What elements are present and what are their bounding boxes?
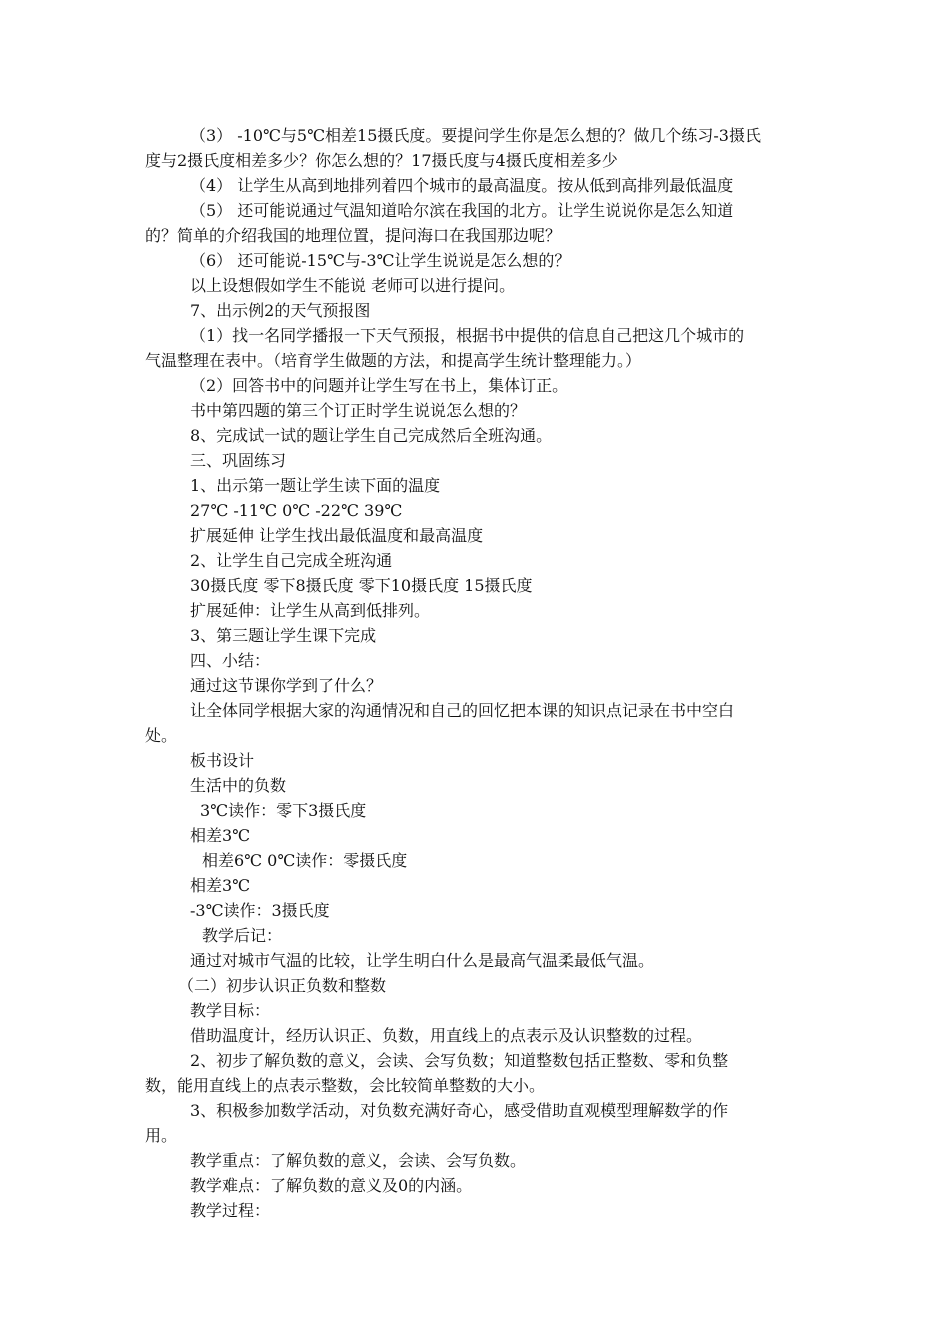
text-line: 教学重点：了解负数的意义，会读、会写负数。 [190,1151,527,1170]
text-line: 用。 [145,1126,178,1145]
text-line: 2、初步了解负数的意义，会读、会写负数；知道整数包括正整数、零和负整 [190,1051,729,1070]
section-heading: 教学目标： [190,1001,271,1020]
text-line: （1）找一名同学播报一下天气预报，根据书中提供的信息自己把这几个城市的 [190,326,745,345]
text-line: （2）回答书中的问题并让学生写在书上，集体订正。 [190,376,569,395]
text-line: 数，能用直线上的点表示整数，会比较简单整数的大小。 [145,1076,546,1095]
section-heading: 三、巩固练习 [190,451,287,470]
text-line: 教学难点：了解负数的意义及0的内涵。 [190,1176,473,1195]
text-line: -3℃读作：3摄氏度 [190,901,330,920]
text-line: （5） 还可能说通过气温知道哈尔滨在我国的北方。让学生说说你是怎么知道 [190,201,734,220]
text-line: 以上设想假如学生不能说 老师可以进行提问。 [190,276,516,295]
text-line: 的？简单的介绍我国的地理位置，提问海口在我国那边呢？ [145,226,562,245]
text-line: （4） 让学生从高到地排列着四个城市的最高温度。按从低到高排列最低温度 [190,176,734,195]
text-line: （6） 还可能说-15℃与-3℃让学生说说是怎么想的？ [190,251,571,270]
text-line: 让全体同学根据大家的沟通情况和自己的回忆把本课的知识点记录在书中空白 [190,701,735,720]
text-line: 通过这节课你学到了什么？ [190,676,383,695]
text-line: 相差6℃ 0℃读作：零摄氏度 [202,851,408,870]
text-line: （3） -10℃与5℃相差15摄氏度。要提问学生你是怎么想的？做几个练习-3摄氏 [190,126,761,145]
section-heading: 教学过程： [190,1201,271,1220]
text-line: 3℃读作：零下3摄氏度 [200,801,367,820]
text-line: 扩展延伸：让学生从高到低排列。 [190,601,431,620]
section-heading: 教学后记： [202,926,283,945]
text-line: 书中第四题的第三个订正时学生说说怎么想的？ [190,401,527,420]
text-line: 相差3℃ [190,876,251,895]
section-heading: （二）初步认识正负数和整数 [178,976,387,995]
section-heading: 板书设计 [190,751,255,770]
text-line: 3、积极参加数学活动，对负数充满好奇心，感受借助直观模型理解数学的作 [190,1101,729,1120]
text-line: 2、让学生自己完成全班沟通 [190,551,393,570]
text-line: 3、第三题让学生课下完成 [190,626,377,645]
text-line: 通过对城市气温的比较，让学生明白什么是最高气温柔最低气温。 [190,951,655,970]
text-line: 度与2摄氏度相差多少？你怎么想的？17摄氏度与4摄氏度相差多少 [145,151,618,170]
text-line: 处。 [145,726,178,745]
text-line: 7、出示例2的天气预报图 [190,301,371,320]
text-line: 27℃ -11℃ 0℃ -22℃ 39℃ [190,501,403,520]
text-line: 借助温度计，经历认识正、负数，用直线上的点表示及认识整数的过程。 [190,1026,703,1045]
text-line: 相差3℃ [190,826,251,845]
text-line: 扩展延伸 让学生找出最低温度和最高温度 [190,526,484,545]
text-line: 30摄氏度 零下8摄氏度 零下10摄氏度 15摄氏度 [190,576,533,595]
text-line: 生活中的负数 [190,776,287,795]
section-heading: 四、小结： [190,651,271,670]
text-line: 8、完成试一试的题让学生自己完成然后全班沟通。 [190,426,553,445]
text-line: 气温整理在表中。（培育学生做题的方法，和提高学生统计整理能力。） [145,351,642,370]
text-line: 1、出示第一题让学生读下面的温度 [190,476,441,495]
